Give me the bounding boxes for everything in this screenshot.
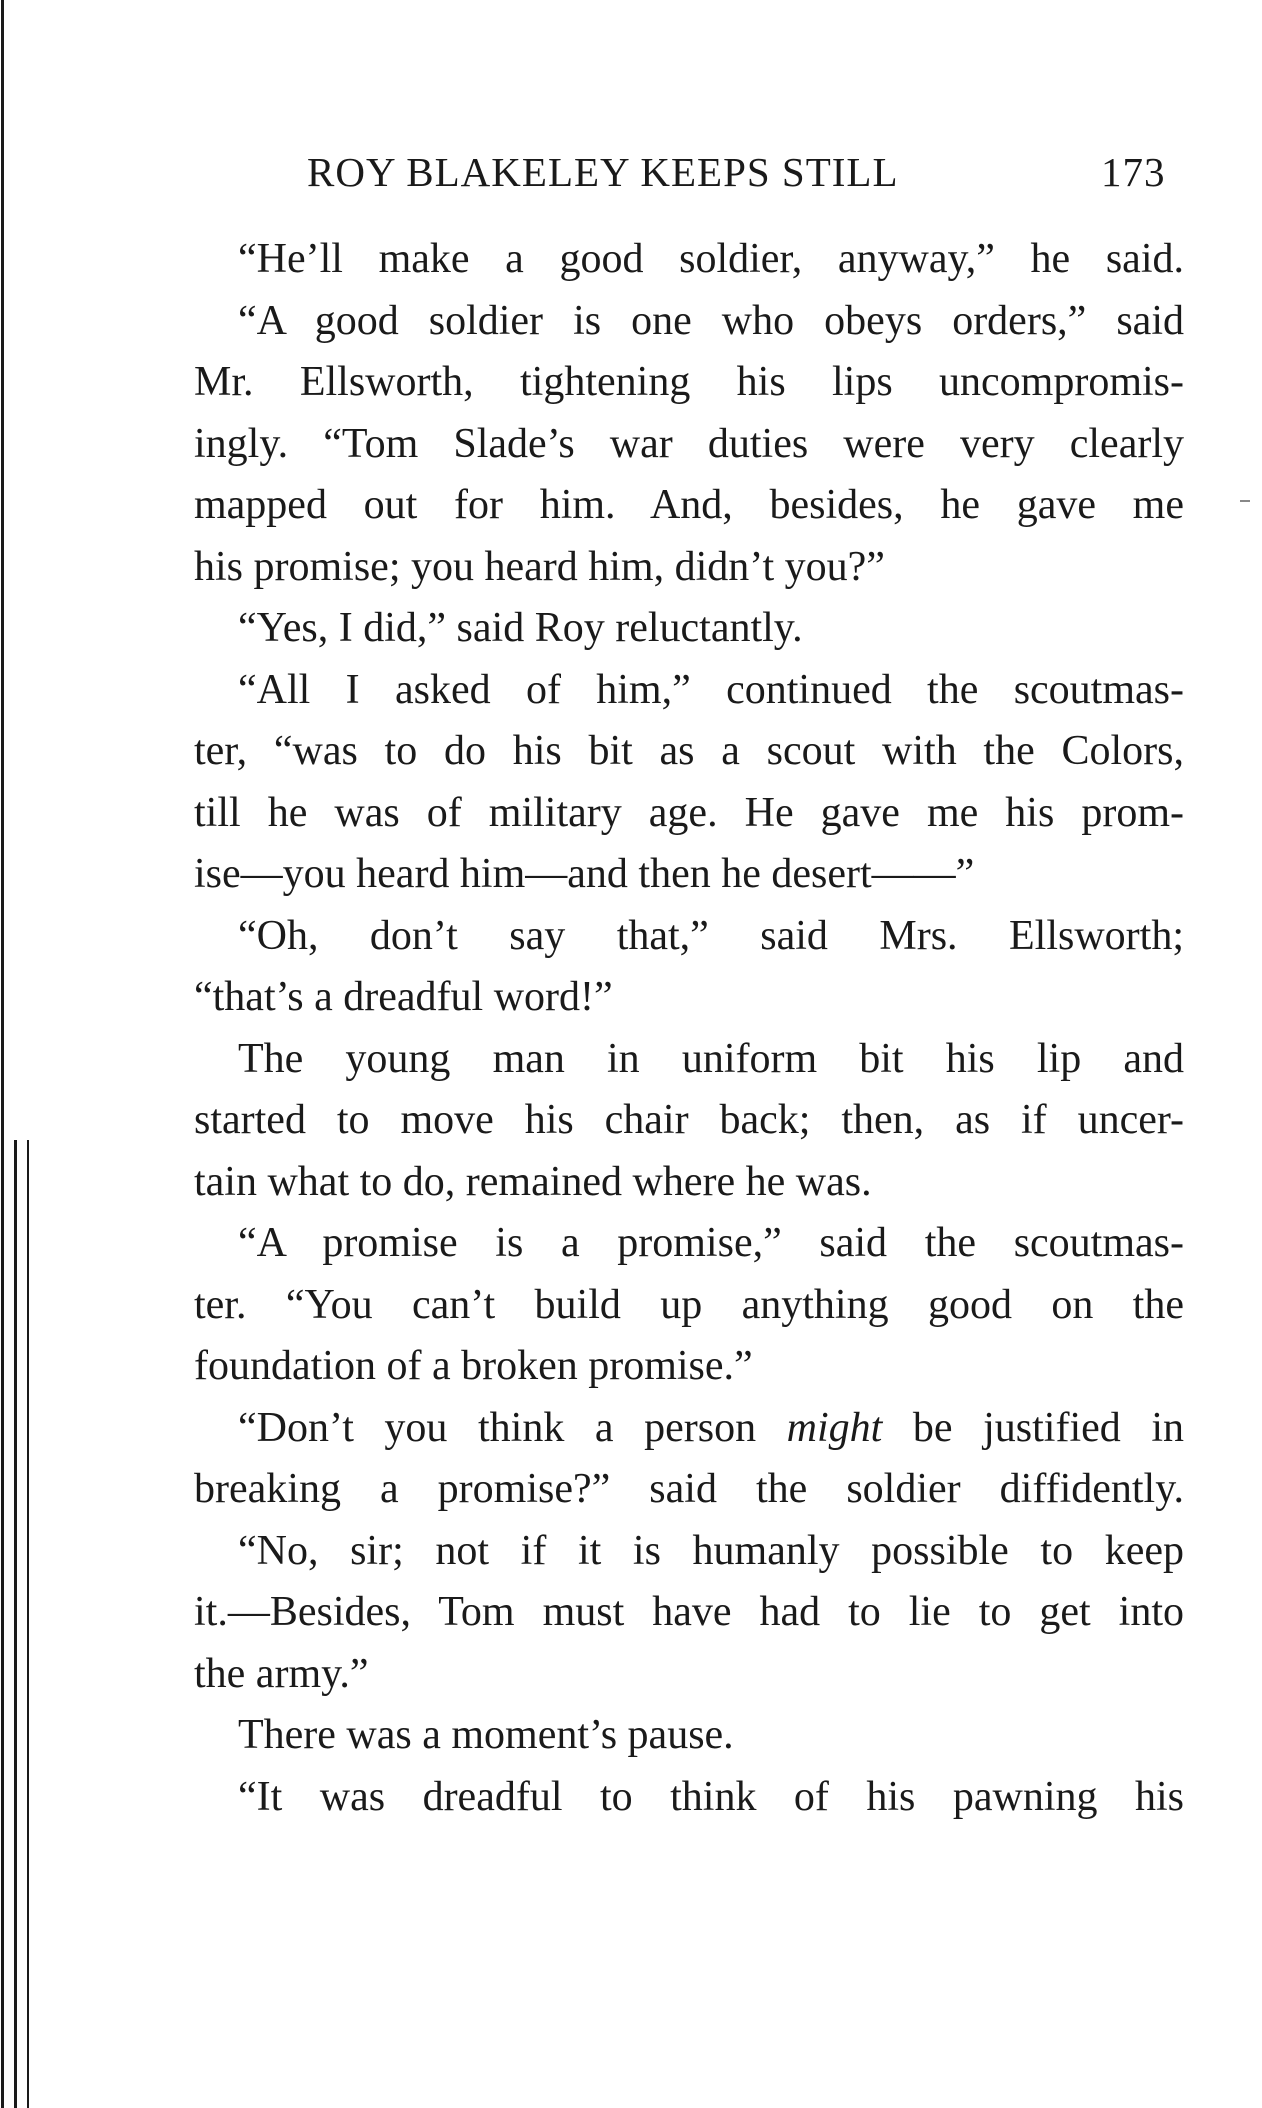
- text-line: his promise; you heard him, didn’t you?”: [194, 543, 885, 590]
- page-edge-line: [27, 1140, 29, 2108]
- page-edge-line: [14, 1140, 17, 2108]
- text-fragment: be justified in: [882, 1404, 1184, 1451]
- text-line: foundation of a broken promise.”: [194, 1343, 753, 1389]
- text-line: ise—you heard him—and then he desert——”: [194, 851, 975, 897]
- text-line: ingly. “Tom Slade’s war duties were very clearly: [194, 420, 1184, 467]
- text-line: “Yes, I did,” said Roy reluctantly.: [238, 605, 803, 651]
- italic-word: might: [786, 1404, 883, 1451]
- text-line: The young man in uniform bit his lip and: [238, 1035, 1184, 1082]
- text-line: “A promise is a promise,” said the scoutmas-: [238, 1220, 1184, 1266]
- text-line: tain what to do, remained where he was.: [194, 1158, 872, 1205]
- text-line: Mr. Ellsworth, tightening his lips uncompromis-: [194, 359, 1184, 405]
- text-line: “that’s a dreadful word!”: [194, 974, 613, 1020]
- text-line: ter, “was to do his bit as a scout with the Colors,: [194, 728, 1184, 774]
- text-line: [194, 1398, 1184, 1460]
- text-line: “It was dreadful to think of his pawning his: [238, 1773, 1184, 1820]
- text-line: mapped out for him. And, besides, he gave me: [194, 482, 1184, 528]
- margin-mark: [1240, 500, 1250, 502]
- text-line: “All I asked of him,” continued the scoutmas-: [238, 666, 1184, 713]
- text-fragment: “Don’t you think a person: [238, 1404, 787, 1451]
- text-line: started to move his chair back; then, as if uncer-: [194, 1097, 1184, 1143]
- page-header: [188, 148, 1188, 208]
- text-line: “A good soldier is one who obeys orders,” said: [238, 297, 1184, 344]
- text-line: till he was of military age. He gave me his prom-: [194, 789, 1184, 836]
- text-line: There was a moment’s pause.: [238, 1712, 734, 1758]
- text-line: “No, sir; not if it is humanly possible to keep: [238, 1527, 1184, 1574]
- text-line: breaking a promise?” said the soldier diffidently.: [194, 1466, 1184, 1512]
- text-line: ter. “You can’t build up anything good on the: [194, 1281, 1184, 1328]
- text-line: “Oh, don’t say that,” said Mrs. Ellsworth;: [238, 912, 1184, 959]
- body-text: [194, 229, 1184, 1828]
- text-line: “He’ll make a good soldier, anyway,” he said.: [238, 236, 1184, 282]
- page-number: 173: [1101, 149, 1166, 195]
- running-head: ROY BLAKELEY KEEPS STILL: [307, 149, 899, 195]
- page-edge-line: [1, 0, 4, 2108]
- text-line: the army.”: [194, 1650, 369, 1697]
- text-line: it.—Besides, Tom must have had to lie to get into: [194, 1589, 1184, 1635]
